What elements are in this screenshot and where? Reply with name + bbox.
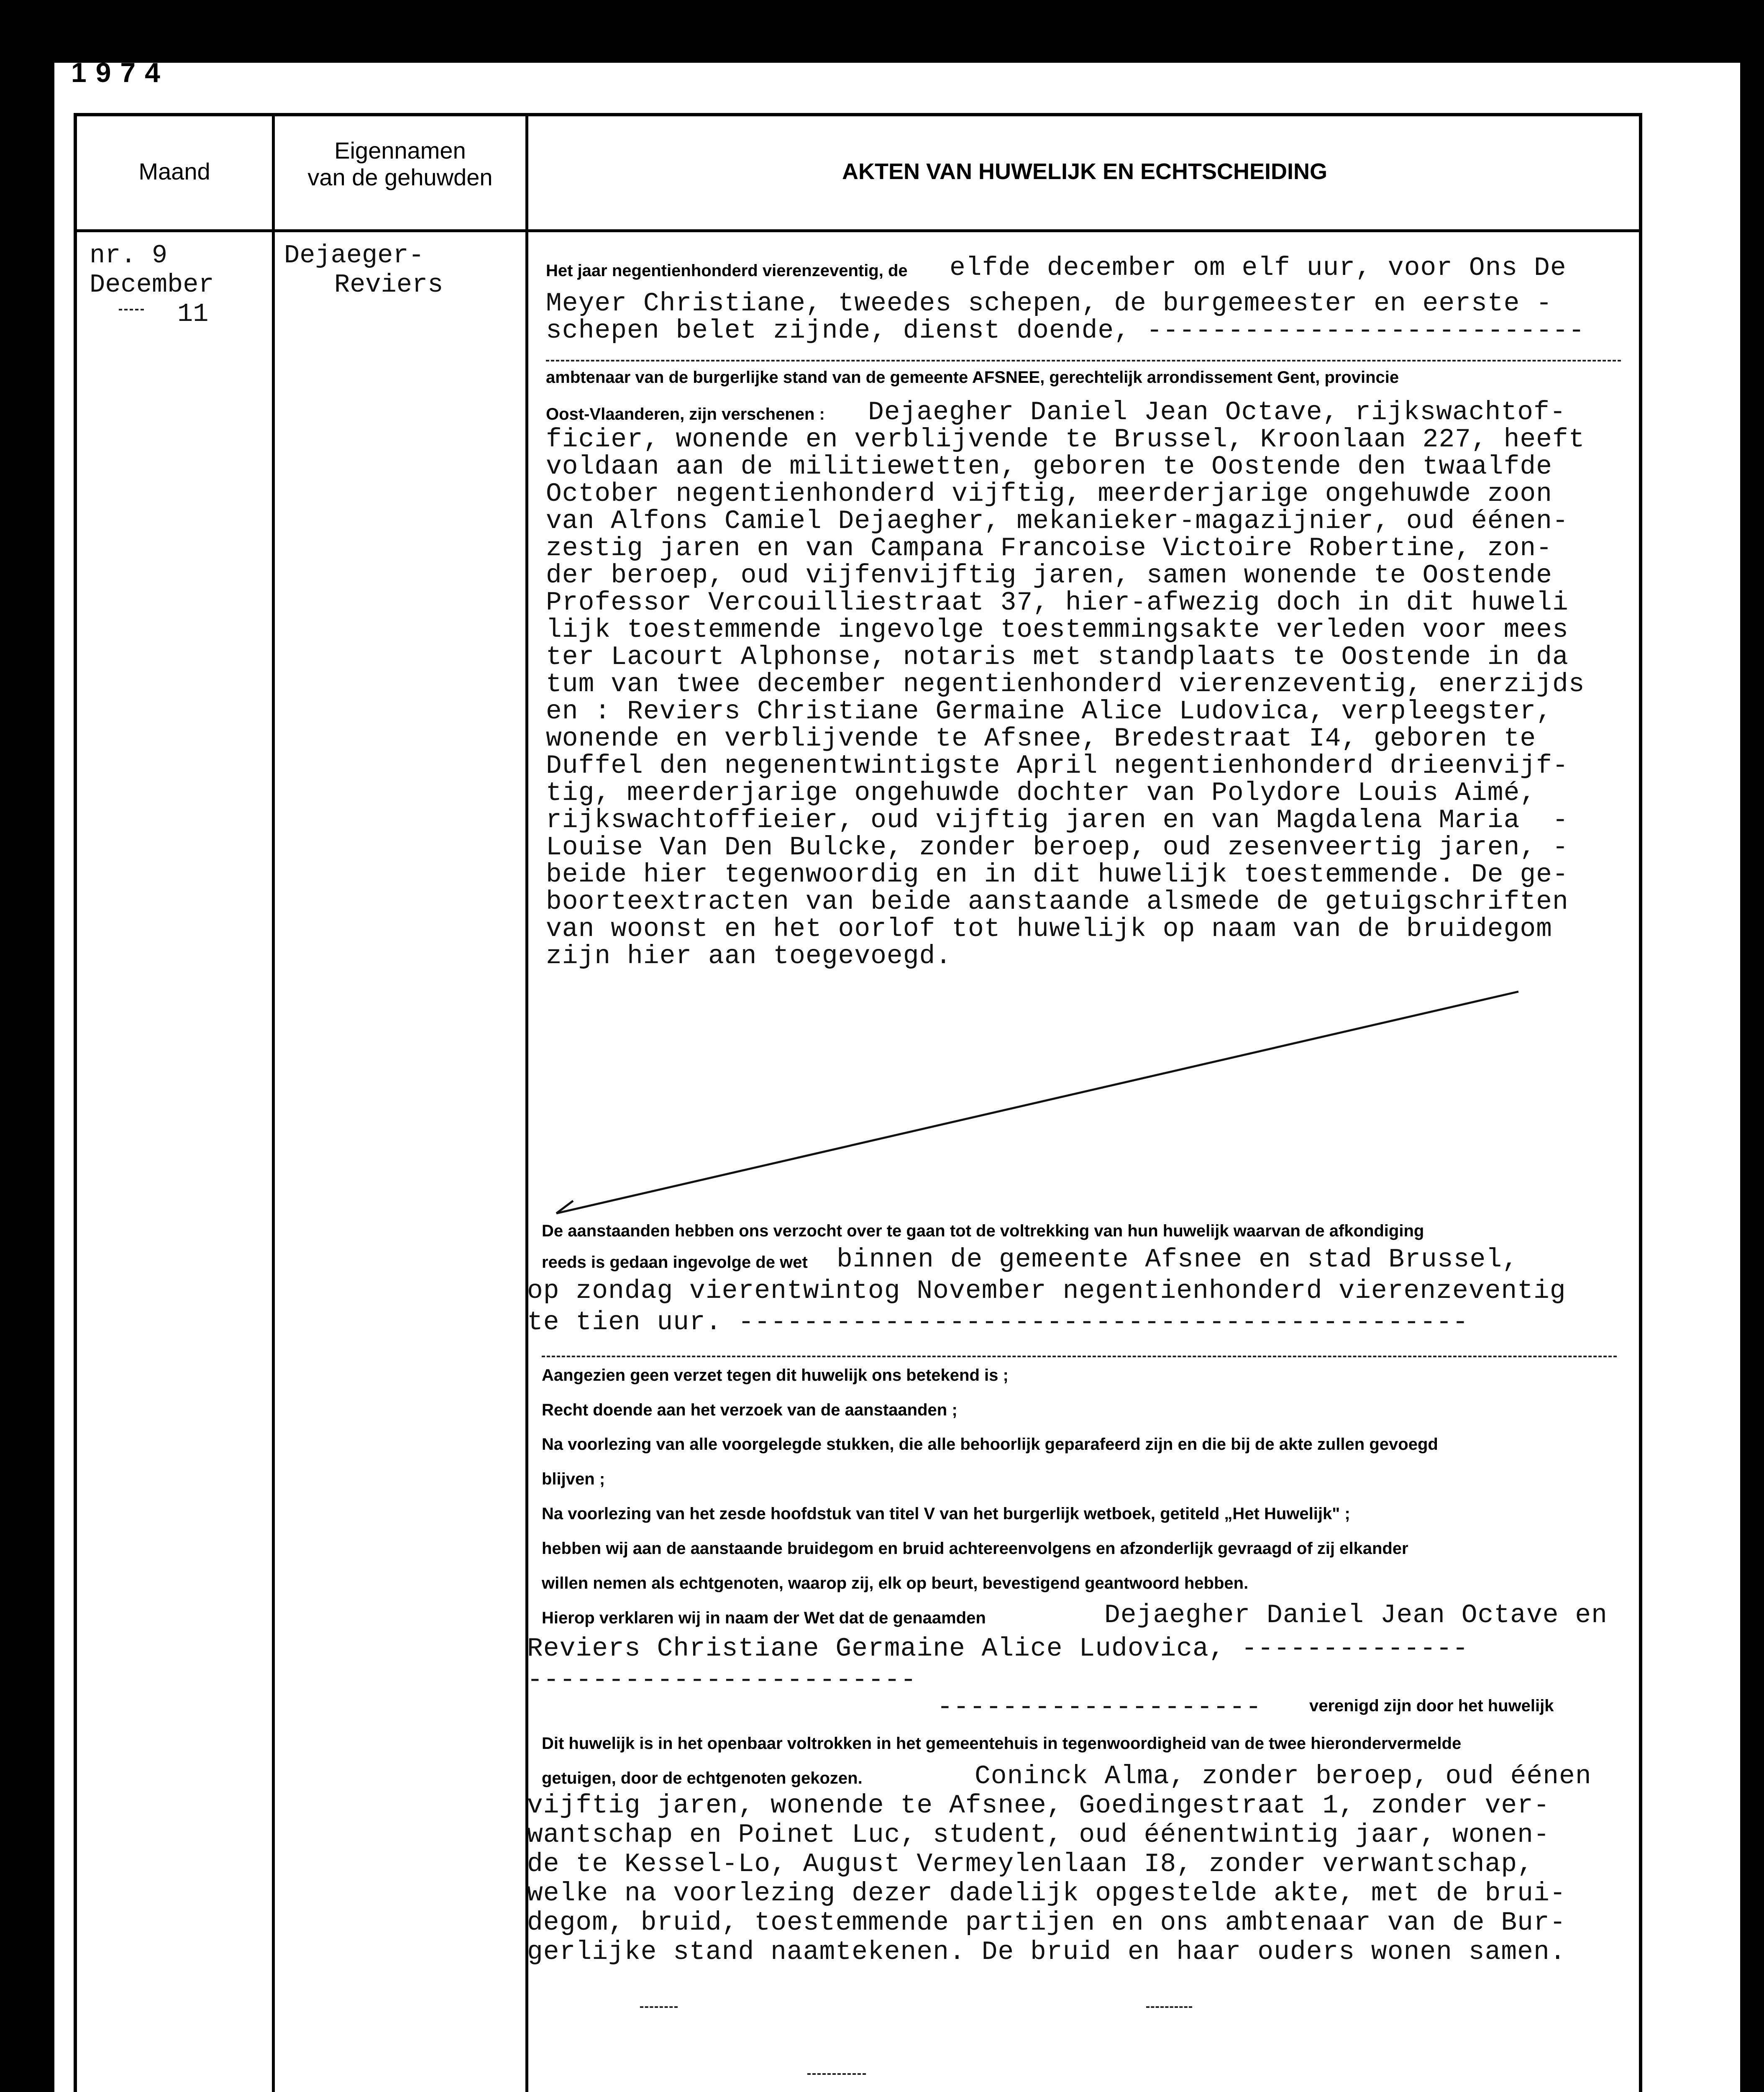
typed-line: -------------------- [937, 1692, 1262, 1722]
typed-line: Meyer Christiane, tweedes schepen, de burgemeester en eerste - [546, 289, 1552, 318]
entry-day: 11 [177, 299, 209, 329]
typed-line: wantschap en Poinet Luc, student, oud éénentwintig jaar, wonen- [527, 1820, 1550, 1850]
typed-line: te tien uur. --------------------------------------------- [527, 1308, 1469, 1337]
form-justice: Recht doende aan het verzoek van de aanstaanden ; [542, 1401, 958, 1419]
typed-line: schepen belet zijnde, dienst doende, --------------------------- [546, 316, 1585, 346]
typed-line: welke na voorlezing dezer dadelijk opgestelde akte, met de brui- [527, 1879, 1566, 1908]
typed-line: lijk toestemmende ingevolge toestemmingsakte verleden voor mees [546, 615, 1569, 645]
typed-line: van Alfons Camiel Dejaegher, mekanieker-magazijnier, oud éénen- [546, 506, 1569, 536]
typed-line: der beroep, oud vijfenvijftig jaren, samen wonende te Oostende [546, 561, 1552, 590]
fill-dash [546, 360, 1621, 361]
typed-line: rijkswachtoffieier, oud vijftig jaren en van Magdalena Maria - [546, 805, 1569, 835]
typed-line: ficier, wonende en verblijvende te Brussel, Kroonlaan 227, heeft [546, 425, 1585, 454]
header-names-line1: Eigennamen [334, 137, 466, 164]
typed-line: zestig jaren en van Campana Francoise Victoire Robertine, zon- [546, 533, 1552, 563]
typed-line: tig, meerderjarige ongehuwde dochter van Polydore Louis Aimé, [546, 778, 1536, 808]
fill-dash [542, 1356, 1617, 1357]
typed-line: binnen de gemeente Afsnee en stad Brussel, [837, 1245, 1518, 1274]
typed-line: zijn hier aan toegevoegd. [546, 941, 952, 971]
form-public-2: getuigen, door de echtgenoten gekozen. [542, 1769, 863, 1787]
day-dash [119, 309, 144, 310]
column-divider [272, 116, 275, 2092]
typed-line: ter Lacourt Alphonse, notaris met standplaats te Oostende in da [546, 642, 1569, 672]
typed-line: gerlijke stand naamtekenen. De bruid en haar ouders wonen samen. [527, 1937, 1566, 1967]
entry-name-1: Dejaeger- [284, 241, 424, 270]
typed-line: vijftig jaren, wonende te Afsnee, Goedingestraat 1, zonder ver- [527, 1791, 1550, 1820]
typed-line: Louise Van Den Bulcke, zonder beroep, oud zesenveertig jaren, - [546, 833, 1569, 862]
form-no-objection: Aangezien geen verzet tegen dit huwelijk ons betekend is ; [542, 1366, 1009, 1384]
typed-line: October negentienhonderd vijftig, meerderjarige ongehuwde zoon [546, 479, 1552, 509]
form-reading-1: Na voorlezing van alle voorgelegde stukken, die alle behoorlijk geparafeerd zijn en die bij de akte zullen gevoegd [542, 1435, 1438, 1454]
form-intro: Het jaar negentienhonderd vierenzeventig, de [546, 262, 908, 280]
form-united: verenigd zijn door het huwelijk [1309, 1697, 1554, 1715]
typed-line: tum van twee december negentienhonderd vierenzeventig, enerzijds [546, 669, 1585, 699]
header-names [275, 137, 525, 191]
typed-line: voldaan aan de militiewetten, geboren te Oostende den twaalfde [546, 452, 1552, 482]
typed-line: degom, bruid, toestemmende partijen en ons ambtenaar van de Bur- [527, 1908, 1566, 1938]
typed-line: Reviers Christiane Germaine Alice Ludovica, -------------- [527, 1634, 1469, 1664]
typed-line: Dejaegher Daniel Jean Octave en [1104, 1600, 1608, 1630]
typed-line: boorteextracten van beide aanstaande alsmede de getuigschriften [546, 887, 1569, 917]
fill-dash [1146, 2006, 1192, 2008]
register-year: 1974 [71, 57, 169, 88]
form-declare: Hierop verklaren wij in naam der Wet dat de genaamden [542, 1609, 986, 1627]
form-appeared: Oost-Vlaanderen, zijn verschenen : [546, 405, 825, 423]
form-request-1: De aanstaanden hebben ons verzocht over te gaan tot de voltrekking van hun huwelijk waarvan de afkondiging [542, 1222, 1424, 1240]
typed-line: beide hier tegenwoordig en in dit huwelijk toestemmende. De ge- [546, 860, 1569, 890]
entry-month: December [90, 270, 214, 300]
typed-line: van woonst en het oorlof tot huwelijk op naam van de bruidegom [546, 914, 1552, 944]
typed-line: Coninck Alma, zonder beroep, oud éénen [975, 1761, 1592, 1791]
typed-line: de te Kessel-Lo, August Vermeylenlaan I8, zonder verwantschap, [527, 1849, 1534, 1879]
form-request-2: reeds is gedaan ingevolge de wet [542, 1253, 808, 1272]
form-reading-1b: blijven ; [542, 1470, 605, 1488]
typed-line: wonende en verblijvende te Afsnee, Bredestraat I4, geboren te [546, 724, 1536, 754]
form-public-1: Dit huwelijk is in het openbaar voltrokken in het gemeentehuis in tegenwoordigheid van de twee hierondervermelde [542, 1734, 1462, 1753]
typed-line: Duffel den negenentwintigste April negentienhonderd drieenvijf- [546, 751, 1569, 781]
typed-line: Professor Vercouilliestraat 37, hier-afwezig doch in dit huweli [546, 588, 1569, 618]
typed-line: elfde december om elf uur, voor Ons De [950, 253, 1567, 283]
header-names-line2: van de gehuwden [307, 164, 493, 190]
typed-line: Dejaegher Daniel Jean Octave, rijkswachtof- [868, 397, 1566, 427]
fill-dash [807, 2073, 866, 2075]
form-reading-2: Na voorlezing van het zesde hoofdstuk van titel V van het burgerlijk wetboek, getiteld „Het Huwelijk" ; [542, 1505, 1350, 1523]
fill-dash [640, 2006, 678, 2008]
entry-name-2: Reviers [334, 270, 443, 300]
cancellation-line [544, 979, 1548, 1230]
form-asked-2: willen nemen als echtgenoten, waarop zij, elk op beurt, bevestigend geantwoord hebben. [542, 1574, 1249, 1592]
form-asked-1: hebben wij aan de aanstaande bruidegom en bruid achtereenvolgens en afzonderlijk gevraagd of zij elkander [542, 1539, 1408, 1558]
typed-line: op zondag vierentwintog November negentienhonderd vierenzeventig [527, 1276, 1566, 1306]
typed-line: en : Reviers Christiane Germaine Alice Ludovica, verpleegster, [546, 697, 1552, 726]
header-divider [77, 229, 1639, 232]
header-month: Maand [138, 158, 210, 185]
header-title: AKTEN VAN HUWELIJK EN ECHTSCHEIDING [842, 159, 1328, 184]
form-official: ambtenaar van de burgerlijke stand van de gemeente AFSNEE, gerechtelijk arrondissement Gent, provincie [546, 368, 1399, 387]
typed-line: ------------------------ [527, 1665, 917, 1695]
entry-number: nr. 9 [90, 241, 168, 270]
